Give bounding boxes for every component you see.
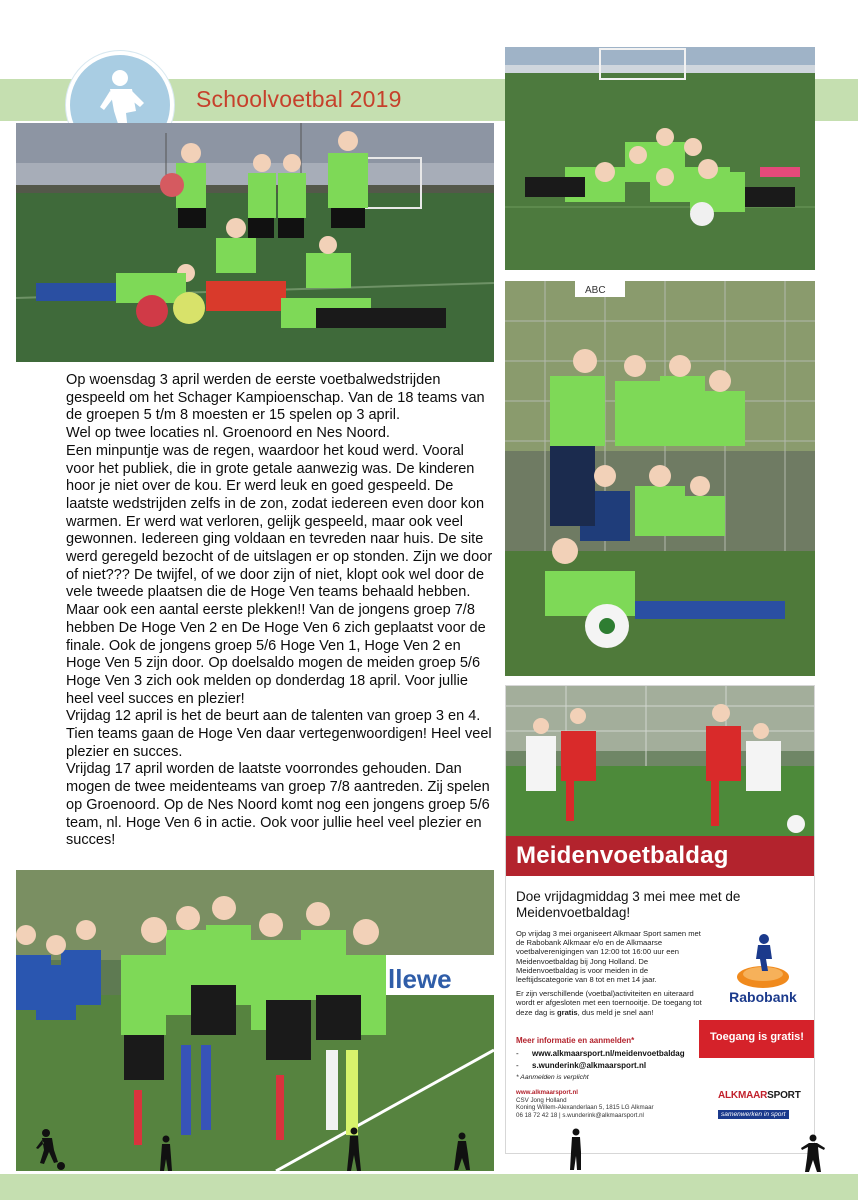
- player-silhouette-icon: [799, 1134, 827, 1174]
- advert-website-link[interactable]: www.alkmaarsport.nl/meidenvoetbaldag: [532, 1049, 685, 1058]
- article-paragraph: Op woensdag 3 april werden de eerste voetbalwedstrijden gespeeld om het Schager Kampioenschap. Van de 18 teams van de groepen 5 t/m 8 moesten er 15 spelen op 3 april.: [66, 372, 485, 424]
- advert-contact-site[interactable]: www.alkmaarsport.nl: [516, 1089, 579, 1096]
- advert-contact: [516, 1089, 696, 1119]
- advert-info-heading: Meer informatie en aanmelden*: [516, 1036, 635, 1045]
- advert-contact-phone: 06 18 72 42 18 | s.wunderink@alkmaarsport.nl: [516, 1111, 644, 1119]
- alkmaarsport-tagline: samenwerken in sport: [718, 1110, 789, 1119]
- free-entry-label: Toegang is gratis!: [710, 1031, 804, 1043]
- section-title: Schoolvoetbal 2019: [196, 86, 402, 112]
- team-photo-right-top: [505, 47, 815, 270]
- article-paragraph: Wel op twee locaties nl. Groenoord en Nes Noord.: [66, 425, 390, 442]
- advert-banner: [506, 836, 815, 876]
- advert-body-paragraph: Op vrijdag 3 mei organiseert Alkmaar Sport samen met de Rabobank Alkmaar e/o en de Alkmaarse voetbalverenigingen van 12:00 tot 16:00 uur een Meidenvoetbaldag bij Jong Holland. De Meidenvoetbaldag is voor meiden in de leeftijdscategorie van 8 tot en met 14 jaar.: [516, 929, 701, 985]
- advert-free-emphasis: gratis: [556, 1007, 578, 1017]
- advert-links: - www.alkmaarsport.nl/meidenvoetbaldag - s.wunderink@alkmaarsport.nl: [516, 1049, 685, 1070]
- article-paragraph: Vrijdag 17 april worden de laatste voorrondes gehouden. Dan mogen de twee meidenteams van groep 7/8 aantreden. Zij spelen op Groenoord. Op de Nes Noord komt nog een jongens groep 5/6 team, nl. Hoge Ven 6 in actie. Ook voor jullie heel veel plezier en succes!: [66, 761, 490, 849]
- sign-llewe: llewe: [388, 964, 452, 994]
- player-silhouette-icon: [565, 1128, 587, 1172]
- meidenvoetbaldag-advert: [505, 685, 815, 1154]
- sign-abc: ABC: [585, 285, 606, 296]
- advert-note: * Aanmelden is verplicht: [516, 1074, 589, 1081]
- advert-body: [516, 929, 706, 1022]
- team-photo-right-middle: [505, 281, 815, 676]
- team-photo-bottom: [16, 870, 494, 1171]
- advert-body-paragraph: Er zijn verschillende (voetbal)activiteiten en uiteraard wordt er afgesloten met een toernooitje. De toegang tot deze dag is gratis, dus meld je snel aan!: [516, 989, 702, 1017]
- advert-photo: [506, 686, 815, 836]
- advert-headline: Doe vrijdagmiddag 3 mei mee met de Meidenvoetbaldag!: [516, 889, 741, 920]
- article-paragraph: Een minpuntje was de regen, waardoor het koud werd. Vooral voor het publiek, die in grote getale aanwezig was. De kinderen hoor je niet over de kou. Er werd leuk en goed gespeeld. De laatste wedstrijden zelfs in de zon, zodat iedereen even door kon warmen. Er werd wat verloren, gelijk gespeeld, maar ook veel gewonnen. Iedereen ging voldaan en tevreden naar huis. De site werd geregeld bezocht of de uitslagen er op stonden. Zijn we door of niet??? De twijfel, of we door zijn of niet, klopt ook wel door de vele tweede plaatsen die de Hoge Ven teams behaald hebben. Maar ook een aantal eerste plekken!! Van de jongens groep 7/8 hebben De Hoge Ven 2 en De Hoge Ven 6 zich geplaatst voor de finale. Ook de jongens groep 5/6 Hoge Ven 1, Hoge Ven 2 en Hoge Ven 5 zijn door. Op doelsaldo mogen de meiden groep 5/6 Hoge Ven 3 zich ook melden op donderdag 18 april. Voor jullie heel veel succes en plezier!: [66, 442, 493, 707]
- article-paragraph: Vrijdag 12 april is het de beurt aan de talenten van groep 3 en 4. Tien teams gaan de Hoge Ven daar vertegenwoordigen! Heel veel plezier en succes.: [66, 708, 492, 760]
- advert-banner-title: Meidenvoetbaldag: [516, 842, 729, 869]
- alkmaarsport-logo: ALKMAARSPORT samenwerken in sport: [718, 1090, 801, 1118]
- player-silhouette-icon: [451, 1132, 473, 1172]
- advert-contact-club: CSV Jong Holland: [516, 1096, 567, 1104]
- player-silhouette-icon: [156, 1135, 176, 1173]
- article-body: [66, 372, 494, 850]
- player-silhouette-icon: [34, 1128, 66, 1172]
- footer-band: [0, 1174, 858, 1200]
- player-silhouette-icon: [343, 1127, 365, 1173]
- advert-contact-address: Koning Willem-Alexanderlaan 5, 1815 LG Alkmaar: [516, 1104, 654, 1112]
- team-photo-top: [16, 123, 494, 362]
- advert-email-link[interactable]: s.wunderink@alkmaarsport.nl: [532, 1061, 647, 1070]
- rabobank-name: Rabobank: [729, 989, 797, 1005]
- free-entry-badge: [699, 1020, 815, 1058]
